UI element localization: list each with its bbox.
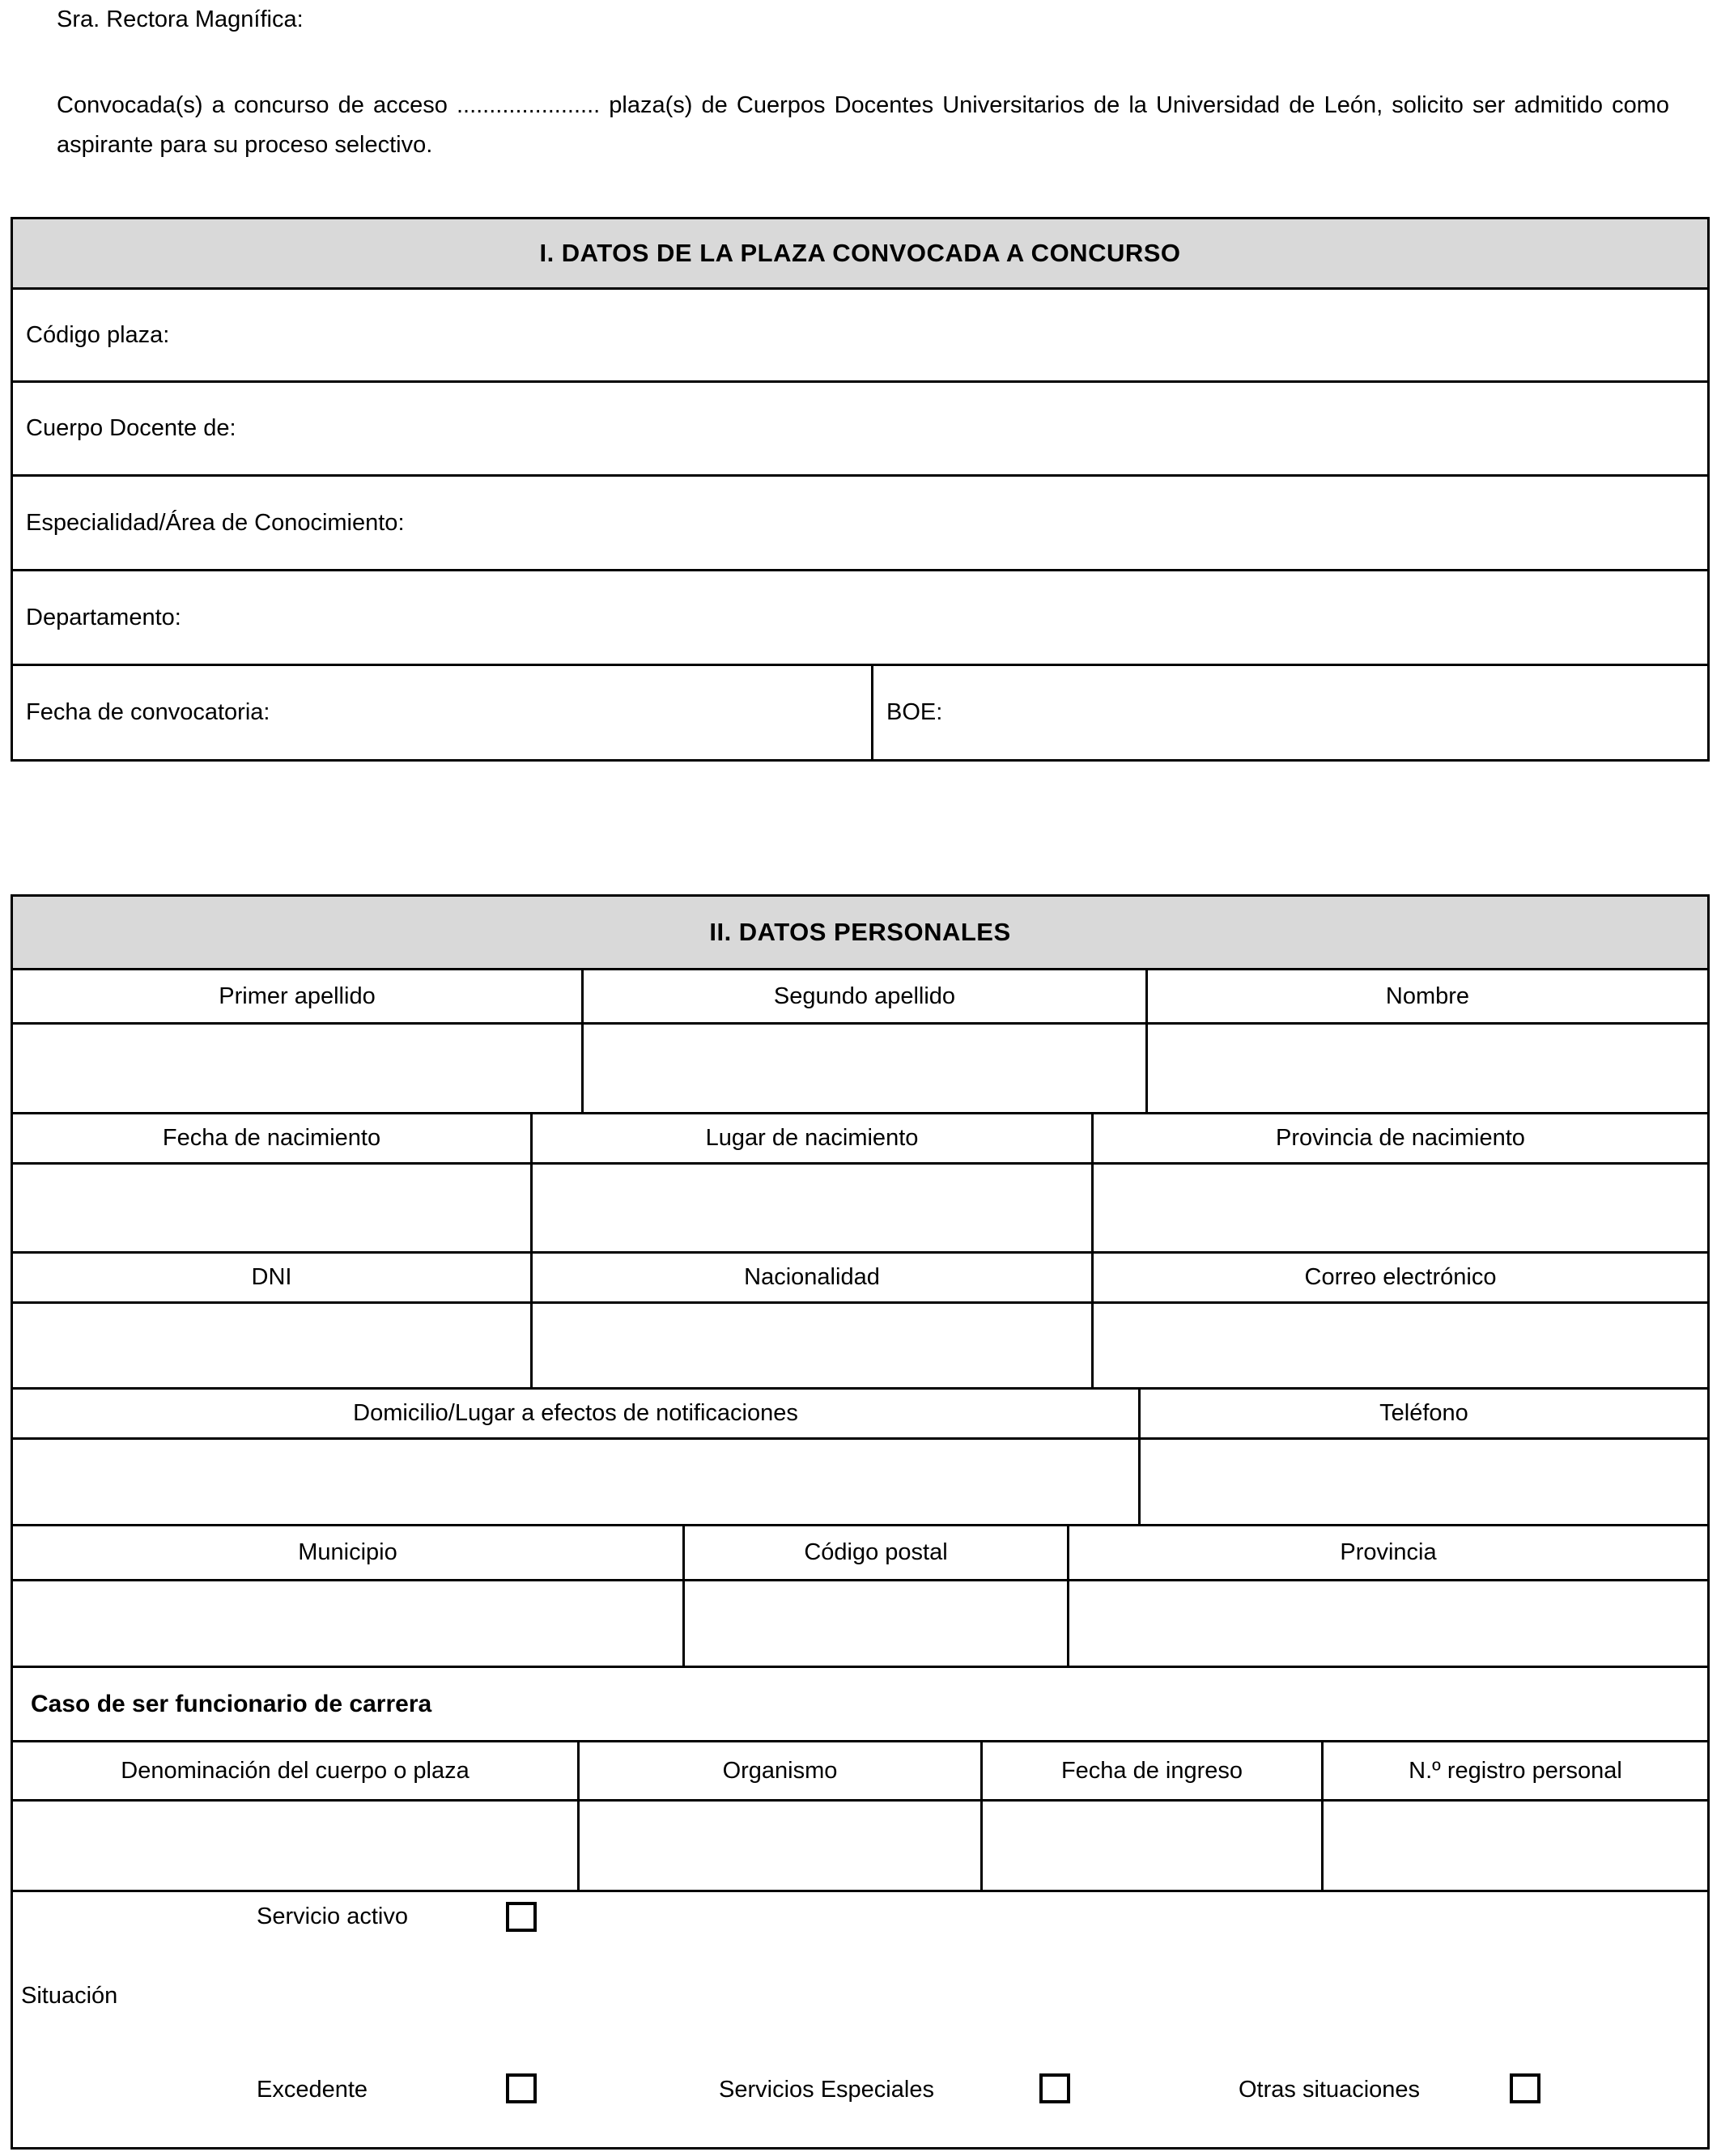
servicios-especiales-label: Servicios Especiales [719,2077,934,2103]
boe-field[interactable]: BOE: [871,666,1707,759]
provincia-nacimiento-input[interactable] [1091,1165,1707,1251]
dni-label: DNI [251,1264,292,1290]
row-apellidos-labels [13,968,1707,1022]
otras-situaciones-label: Otras situaciones [1239,2077,1421,2103]
row-especialidad [13,474,1707,569]
excedente-checkbox[interactable] [506,2073,537,2103]
row-dni-labels [13,1251,1707,1301]
lugar-nacimiento-label: Lugar de nacimiento [530,1114,1091,1162]
row-funcionario-inputs [13,1799,1707,1890]
codigo-postal-input[interactable] [682,1581,1067,1666]
row-situacion [13,1890,1707,2147]
section1-table [11,217,1710,762]
row-dni-inputs [13,1301,1707,1387]
row-codigo-plaza [13,287,1707,380]
segundo-apellido-label: Segundo apellido [581,970,1145,1022]
row-domicilio-inputs [13,1437,1707,1524]
provincia-input[interactable] [1067,1581,1707,1666]
municipio-label: Municipio [298,1539,397,1565]
row-funcionario-heading [13,1666,1707,1740]
fecha-ingreso-label: Fecha de ingreso [980,1742,1321,1799]
primer-apellido-label: Primer apellido [219,983,376,1009]
row-funcionario-labels [13,1740,1707,1799]
nacionalidad-label: Nacionalidad [530,1254,1091,1301]
servicios-especiales-checkbox[interactable] [1039,2073,1070,2103]
organismo-input[interactable] [577,1802,980,1890]
fecha-convocatoria-field[interactable]: Fecha de convocatoria: [26,699,270,725]
telefono-input[interactable] [1138,1440,1707,1524]
section1-title: I. DATOS DE LA PLAZA CONVOCADA A CONCURSO [539,239,1181,267]
municipio-input[interactable] [13,1581,682,1666]
row-nacimiento-labels [13,1112,1707,1162]
denominacion-input[interactable] [13,1802,577,1890]
fecha-nacimiento-input[interactable] [13,1165,530,1251]
primer-apellido-input[interactable] [13,1025,581,1112]
dni-input[interactable] [13,1304,530,1387]
segundo-apellido-input[interactable] [581,1025,1145,1112]
fecha-nacimiento-label: Fecha de nacimiento [162,1125,381,1151]
row-convocatoria-boe [13,664,1707,759]
section1-header-row [13,219,1707,287]
cuerpo-docente-field[interactable]: Cuerpo Docente de: [26,415,236,441]
nombre-label: Nombre [1145,970,1707,1022]
lugar-nacimiento-input[interactable] [530,1165,1091,1251]
row-departamento [13,569,1707,664]
registro-personal-label: N.º registro personal [1321,1742,1707,1799]
row-municipio-inputs [13,1579,1707,1666]
row-domicilio-labels [13,1387,1707,1437]
domicilio-label: Domicilio/Lugar a efectos de notificaciones [353,1400,798,1426]
otras-situaciones-checkbox[interactable] [1510,2073,1540,2103]
domicilio-input[interactable] [13,1440,1138,1524]
row-cuerpo-docente [13,380,1707,474]
correo-label: Correo electrónico [1091,1254,1707,1301]
servicio-activo-checkbox[interactable] [506,1902,537,1932]
situacion-cell [13,1892,1707,2147]
correo-input[interactable] [1091,1304,1707,1387]
codigo-postal-label: Código postal [682,1526,1067,1579]
provincia-nacimiento-label: Provincia de nacimiento [1091,1114,1707,1162]
funcionario-heading: Caso de ser funcionario de carrera [31,1690,432,1717]
row-nacimiento-inputs [13,1162,1707,1251]
nombre-input[interactable] [1145,1025,1707,1112]
salutation: Sra. Rectora Magnífica: [57,6,304,32]
intro-paragraph: Convocada(s) a concurso de acceso ...................... plaza(s) de Cuerpos Docentes Universitarios de la Universidad de León, solicito ser admitido como aspirante para su proceso selectivo. [57,92,1669,158]
organismo-label: Organismo [577,1742,980,1799]
denominacion-label: Denominación del cuerpo o plaza [121,1757,470,1784]
section2-table [11,894,1710,2150]
nacionalidad-input[interactable] [530,1304,1091,1387]
registro-personal-input[interactable] [1321,1802,1707,1890]
section2-header-row [13,897,1707,968]
telefono-label: Teléfono [1138,1390,1707,1437]
codigo-plaza-field[interactable]: Código plaza: [26,321,170,348]
row-municipio-labels [13,1524,1707,1579]
excedente-label: Excedente [257,2077,368,2103]
servicio-activo-label: Servicio activo [257,1903,408,1929]
situacion-label: Situación [21,1983,118,2009]
section2-title: II. DATOS PERSONALES [709,918,1011,946]
fecha-ingreso-input[interactable] [980,1802,1321,1890]
especialidad-field[interactable]: Especialidad/Área de Conocimiento: [26,509,405,536]
provincia-label: Provincia [1067,1526,1707,1579]
row-apellidos-inputs [13,1022,1707,1112]
departamento-field[interactable]: Departamento: [26,604,181,630]
